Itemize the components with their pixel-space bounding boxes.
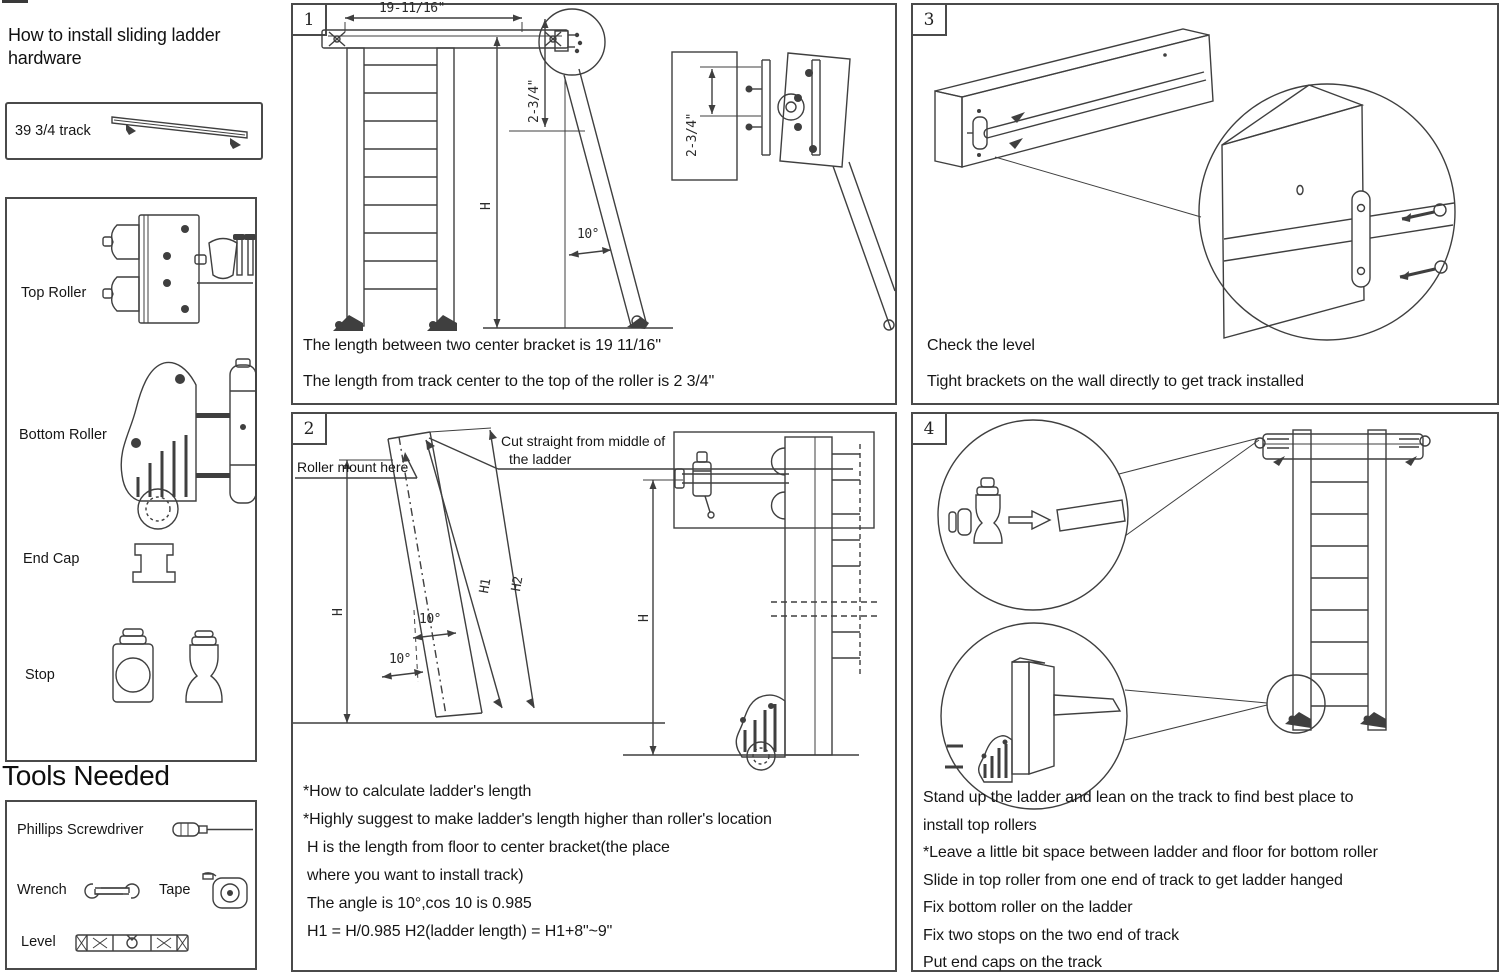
- dim-roller-offset: 2-3/4": [527, 79, 542, 123]
- note-line: *Leave a little bit space between ladder and floor for bottom roller: [923, 844, 1378, 861]
- roller-mount-label: Roller mount here: [297, 459, 409, 475]
- panel3-note-line: Tight brackets on the wall directly to get track installed: [927, 373, 1304, 390]
- panel2-notes: [303, 778, 772, 946]
- cut-straight-label-line2: the ladder: [509, 451, 572, 467]
- part-label-stop: Stop: [25, 667, 55, 683]
- panel4-notes: [923, 784, 1378, 975]
- screwdriver-icon: [171, 818, 255, 842]
- part-label-top-roller: Top Roller: [21, 285, 87, 301]
- top-roller-icon: [77, 211, 253, 353]
- note-line: *How to calculate ladder's length: [303, 783, 532, 800]
- panel-number-label: 4: [923, 418, 935, 439]
- panel1-note-line: The length between two center bracket is 19 11/16": [303, 337, 661, 354]
- note-line: The angle is 10°,cos 10 is 0.985: [307, 895, 532, 912]
- note-line: Put end caps on the track: [923, 954, 1102, 971]
- note-line: Stand up the ladder and lean on the track to find best place to: [923, 789, 1354, 806]
- note-line: H is the length from floor to center bracket(the place: [307, 839, 670, 856]
- note-line: Slide in top roller from one end of track to get ladder hanged: [923, 871, 1343, 889]
- dim-h2: H2: [509, 575, 527, 593]
- panel-4: [911, 412, 1499, 972]
- note-line: *Highly suggest to make ladder's length higher than roller's location: [303, 811, 772, 828]
- panel1-note-line: The length from track center to the top of the roller is 2 3/4": [303, 373, 715, 390]
- wall-beam-with-track: [935, 29, 1213, 217]
- tool-label-screwdriver: Phillips Screwdriver: [17, 822, 144, 838]
- dim-h: H: [331, 608, 346, 616]
- stop-icon: [103, 627, 228, 707]
- end-cap-icon: [127, 541, 182, 586]
- panel-1: [291, 3, 897, 405]
- roller-mount-detail: [623, 432, 877, 770]
- parts-box: [5, 197, 257, 762]
- note-line: H1 = H/0.985 H2(ladder length) = H1+8"~9": [307, 923, 613, 940]
- hung-ladder-view: [1255, 430, 1430, 733]
- panel-2: [291, 412, 897, 972]
- note-line: Fix two stops on the two end of track: [923, 926, 1179, 944]
- tool-label-tape: Tape: [159, 882, 191, 898]
- dim-angle: 10°: [577, 227, 599, 242]
- cut-straight-label-line1: Cut straight from middle of: [501, 433, 666, 449]
- bottom-roller-icon: [92, 357, 257, 537]
- dim-angle-upper: 10°: [419, 612, 441, 627]
- part-label-end-cap: End Cap: [23, 551, 80, 567]
- dim-h1: H1: [477, 577, 495, 595]
- panel3-note-line: Check the level: [927, 337, 1035, 354]
- track-icon: [99, 108, 259, 156]
- tools-box: [5, 800, 257, 970]
- dim-h-right: H: [637, 614, 652, 622]
- bottom-roller-detail-circle: [941, 623, 1267, 809]
- tape-icon: [201, 870, 251, 912]
- end-cap-stop-detail-circle: [938, 420, 1259, 610]
- dim-angle-lower: 10°: [389, 652, 411, 667]
- dim-detail-offset: 2-3/4": [685, 113, 700, 157]
- note-line: install top rollers: [923, 816, 1037, 834]
- tool-label-level: Level: [21, 934, 56, 950]
- tool-label-wrench: Wrench: [17, 882, 67, 898]
- panel-number-label: 2: [303, 418, 315, 439]
- dim-height-h: H: [479, 202, 494, 210]
- tools-heading: Tools Needed: [2, 760, 170, 791]
- top-left-tick: [2, 0, 28, 3]
- leaning-ladder-side-view: [483, 69, 673, 329]
- magnifier-circle: [1199, 84, 1455, 340]
- track-label: 39 3/4 track: [15, 123, 91, 139]
- part-label-bottom-roller: Bottom Roller: [19, 427, 107, 443]
- panel-number-label: 1: [303, 9, 315, 30]
- bracket-detail-view: [672, 52, 895, 330]
- level-icon: [73, 930, 193, 956]
- page-title: How to install sliding ladder hardware: [8, 25, 221, 69]
- wrench-icon: [83, 880, 141, 902]
- panel-3: [911, 3, 1499, 405]
- note-line: Fix bottom roller on the ladder: [923, 899, 1133, 916]
- dim-track-width: 19-11/16": [379, 1, 445, 16]
- note-line: where you want to install track): [307, 867, 524, 884]
- ladder-front-view: [322, 30, 568, 331]
- panel-number-label: 3: [923, 9, 935, 30]
- dimension-lines: [345, 15, 585, 329]
- track-box: [5, 102, 263, 160]
